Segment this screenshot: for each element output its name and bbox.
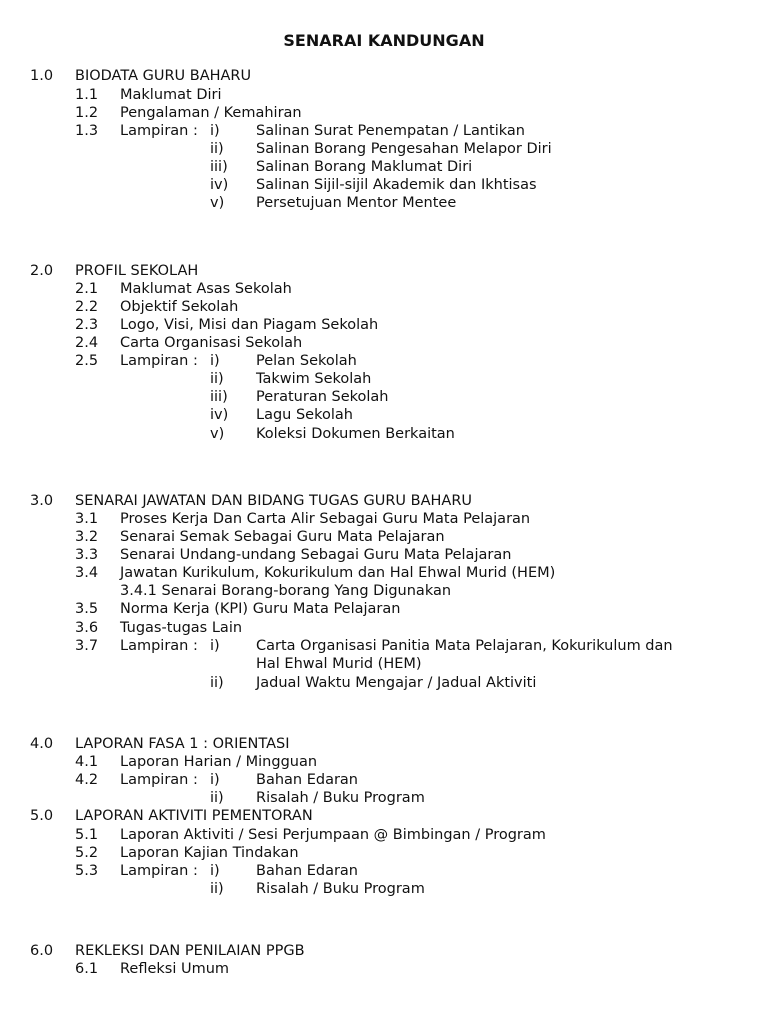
list-item bbox=[0, 564, 768, 582]
item-label: Proses Kerja Dan Carta Alir Sebagai Guru Mata Pelajaran bbox=[120, 511, 531, 527]
attachment-label: Pelan Sekolah bbox=[256, 353, 357, 369]
list-item bbox=[0, 528, 768, 546]
item-label: Maklumat Asas Sekolah bbox=[120, 281, 292, 297]
list-item bbox=[0, 844, 768, 862]
section-number: 2.0 bbox=[30, 263, 54, 279]
item-number: 3.1 bbox=[75, 511, 99, 527]
attachment-numeral: i) bbox=[210, 772, 220, 788]
attachment-item bbox=[0, 674, 768, 692]
section-title: REKLEKSI DAN PENILAIAN PPGB bbox=[75, 943, 305, 959]
item-number: 5.1 bbox=[75, 827, 99, 843]
section-number: 6.0 bbox=[30, 943, 54, 959]
section-number: 5.0 bbox=[30, 808, 54, 824]
section-title: LAPORAN FASA 1 : ORIENTASI bbox=[75, 736, 290, 752]
section-heading bbox=[0, 67, 768, 85]
list-item bbox=[0, 316, 768, 334]
attachment-label: Salinan Surat Penempatan / Lantikan bbox=[256, 123, 525, 139]
attachment-label: Salinan Sijil-sijil Akademik dan Ikhtisas bbox=[256, 177, 537, 193]
list-item bbox=[0, 280, 768, 298]
attachment-numeral: i) bbox=[210, 353, 220, 369]
item-label: Carta Organisasi Sekolah bbox=[120, 335, 303, 351]
section-title: PROFIL SEKOLAH bbox=[75, 263, 199, 279]
item-number: 5.2 bbox=[75, 845, 99, 861]
section-heading bbox=[0, 735, 768, 753]
item-label: Lampiran : bbox=[120, 772, 198, 788]
attachment-item bbox=[0, 388, 768, 406]
item-label: Laporan Kajian Tindakan bbox=[120, 845, 299, 861]
item-label: Lampiran : bbox=[120, 123, 198, 139]
attachment-item bbox=[0, 370, 768, 388]
item-number: 6.1 bbox=[75, 961, 99, 977]
attachment-label: Risalah / Buku Program bbox=[256, 881, 425, 897]
section-heading bbox=[0, 262, 768, 280]
item-label: Objektif Sekolah bbox=[120, 299, 239, 315]
attachment-numeral: i) bbox=[210, 638, 220, 654]
list-item bbox=[0, 334, 768, 352]
list-item bbox=[0, 86, 768, 104]
list-item bbox=[0, 546, 768, 564]
sub-list-item bbox=[0, 582, 768, 600]
attachment-numeral: ii) bbox=[210, 881, 224, 897]
list-item bbox=[0, 600, 768, 618]
section-title: BIODATA GURU BAHARU bbox=[75, 68, 252, 84]
list-item bbox=[0, 826, 768, 844]
item-label: Jawatan Kurikulum, Kokurikulum dan Hal Ehwal Murid (HEM) bbox=[120, 565, 556, 581]
attachment-label: Salinan Borang Pengesahan Melapor Diri bbox=[256, 141, 552, 157]
item-number: 2.5 bbox=[75, 353, 99, 369]
attachment-label: Risalah / Buku Program bbox=[256, 790, 425, 806]
attachment-item bbox=[0, 194, 768, 212]
attachment-numeral: i) bbox=[210, 123, 220, 139]
attachment-label: Jadual Waktu Mengajar / Jadual Aktiviti bbox=[256, 675, 537, 691]
attachment-label: Hal Ehwal Murid (HEM) bbox=[256, 656, 422, 672]
attachment-label: Bahan Edaran bbox=[256, 863, 358, 879]
item-number: 4.1 bbox=[75, 754, 99, 770]
item-label: Senarai Undang-undang Sebagai Guru Mata Pelajaran bbox=[120, 547, 512, 563]
item-number: 3.2 bbox=[75, 529, 99, 545]
attachment-label: Peraturan Sekolah bbox=[256, 389, 389, 405]
item-label: Senarai Semak Sebagai Guru Mata Pelajaran bbox=[120, 529, 445, 545]
item-label: Laporan Aktiviti / Sesi Perjumpaan @ Bimbingan / Program bbox=[120, 827, 546, 843]
section-title: SENARAI JAWATAN DAN BIDANG TUGAS GURU BAHARU bbox=[75, 493, 473, 509]
attachment-label: Salinan Borang Maklumat Diri bbox=[256, 159, 473, 175]
item-label: Laporan Harian / Mingguan bbox=[120, 754, 318, 770]
item-number: 3.6 bbox=[75, 620, 99, 636]
list-item bbox=[0, 960, 768, 978]
item-number: 4.2 bbox=[75, 772, 99, 788]
list-item bbox=[0, 298, 768, 316]
attachment-label: Carta Organisasi Panitia Mata Pelajaran, Kokurikulum dan bbox=[256, 638, 673, 654]
section-heading bbox=[0, 942, 768, 960]
list-item bbox=[0, 637, 768, 655]
section-number: 1.0 bbox=[30, 68, 54, 84]
section-number: 3.0 bbox=[30, 493, 54, 509]
attachment-numeral: iv) bbox=[210, 407, 229, 423]
attachment-numeral: iv) bbox=[210, 177, 229, 193]
attachment-label: Takwim Sekolah bbox=[256, 371, 372, 387]
list-item bbox=[0, 510, 768, 528]
item-label: Lampiran : bbox=[120, 638, 198, 654]
item-number: 1.3 bbox=[75, 123, 99, 139]
attachment-numeral: ii) bbox=[210, 371, 224, 387]
section-title: LAPORAN AKTIVITI PEMENTORAN bbox=[75, 808, 313, 824]
item-number: 2.1 bbox=[75, 281, 99, 297]
attachment-numeral: v) bbox=[210, 426, 225, 442]
attachment-label: Bahan Edaran bbox=[256, 772, 358, 788]
item-label: Maklumat Diri bbox=[120, 87, 222, 103]
list-item bbox=[0, 753, 768, 771]
item-number: 3.4 bbox=[75, 565, 99, 581]
list-item bbox=[0, 104, 768, 122]
attachment-numeral: iii) bbox=[210, 159, 228, 175]
item-label: Lampiran : bbox=[120, 863, 198, 879]
list-item bbox=[0, 122, 768, 140]
attachment-numeral: i) bbox=[210, 863, 220, 879]
list-item bbox=[0, 619, 768, 637]
item-label: Norma Kerja (KPI) Guru Mata Pelajaran bbox=[120, 601, 401, 617]
item-label: Tugas-tugas Lain bbox=[120, 620, 243, 636]
item-label: Lampiran : bbox=[120, 353, 198, 369]
item-number: 2.4 bbox=[75, 335, 99, 351]
page-title: SENARAI KANDUNGAN bbox=[283, 31, 485, 50]
item-label: Pengalaman / Kemahiran bbox=[120, 105, 302, 121]
attachment-numeral: iii) bbox=[210, 389, 228, 405]
section-heading bbox=[0, 492, 768, 510]
section-heading bbox=[0, 807, 768, 825]
item-label: Refleksi Umum bbox=[120, 961, 230, 977]
list-item bbox=[0, 352, 768, 370]
item-number: 5.3 bbox=[75, 863, 99, 879]
attachment-item bbox=[0, 789, 768, 807]
section-number: 4.0 bbox=[30, 736, 54, 752]
attachment-label: Persetujuan Mentor Mentee bbox=[256, 195, 457, 211]
list-item bbox=[0, 862, 768, 880]
item-number: 3.7 bbox=[75, 638, 99, 654]
attachment-item bbox=[0, 425, 768, 443]
attachment-numeral: ii) bbox=[210, 141, 224, 157]
attachment-numeral: ii) bbox=[210, 675, 224, 691]
attachment-item bbox=[0, 158, 768, 176]
attachment-item bbox=[0, 140, 768, 158]
attachment-label: Koleksi Dokumen Berkaitan bbox=[256, 426, 455, 442]
item-number: 2.3 bbox=[75, 317, 99, 333]
item-number: 1.1 bbox=[75, 87, 99, 103]
list-item bbox=[0, 771, 768, 789]
item-number: 1.2 bbox=[75, 105, 99, 121]
item-label: Logo, Visi, Misi dan Piagam Sekolah bbox=[120, 317, 379, 333]
item-number: 3.3 bbox=[75, 547, 99, 563]
item-number: 2.2 bbox=[75, 299, 99, 315]
sub-item-label: 3.4.1 Senarai Borang-borang Yang Digunakan bbox=[120, 583, 452, 599]
attachment-item bbox=[0, 406, 768, 424]
attachment-numeral: v) bbox=[210, 195, 225, 211]
attachment-label: Lagu Sekolah bbox=[256, 407, 353, 423]
attachment-item bbox=[0, 880, 768, 898]
attachment-item bbox=[0, 176, 768, 194]
attachment-continuation bbox=[0, 655, 768, 673]
item-number: 3.5 bbox=[75, 601, 99, 617]
attachment-numeral: ii) bbox=[210, 790, 224, 806]
